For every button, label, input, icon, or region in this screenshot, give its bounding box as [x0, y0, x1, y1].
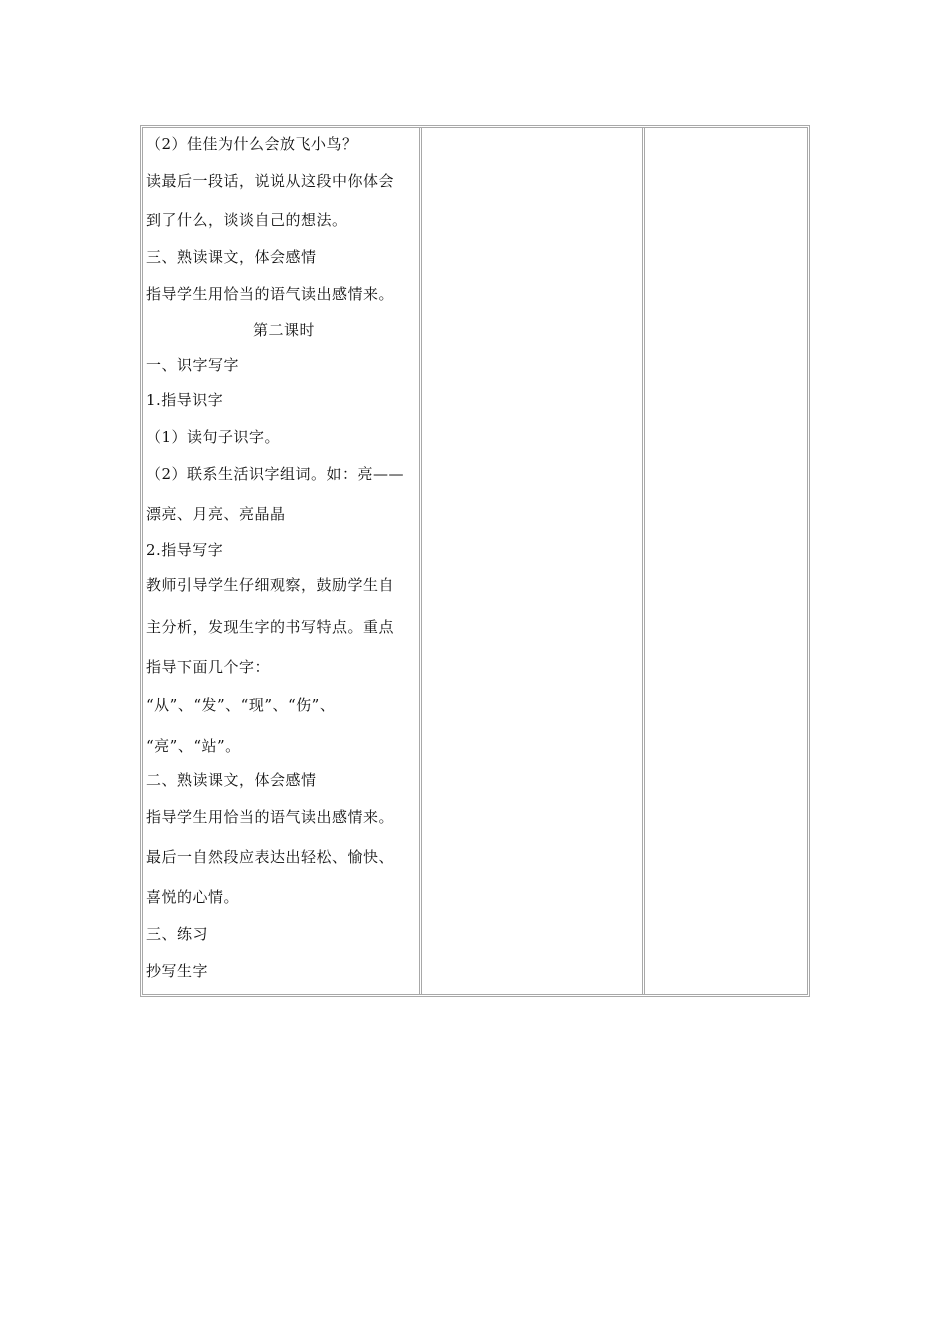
- text-line: 抄写生字: [146, 962, 209, 980]
- text-line: 三、练习: [146, 925, 209, 943]
- text-line: 漂亮、月亮、亮晶晶: [146, 505, 286, 523]
- text-line: 指导学生用恰当的语气读出感情来。: [146, 808, 395, 826]
- text-line: （2）联系生活识字组词。如：亮——: [146, 465, 405, 483]
- text-line: 主分析，发现生字的书写特点。重点: [146, 618, 395, 636]
- text-line: 到了什么，谈谈自己的想法。: [146, 211, 348, 229]
- teaching-process-text: [146, 128, 422, 994]
- text-line: “亮”、“站”。: [146, 737, 241, 755]
- text-line: 最后一自然段应表达出轻松、愉快、: [146, 848, 395, 866]
- text-line: 教师引导学生仔细观察，鼓励学生自: [146, 576, 395, 594]
- text-line: 2.指导写字: [146, 541, 224, 559]
- text-line: “从”、“发”、“现”、“伤”、: [146, 696, 336, 714]
- text-line: 指导学生用恰当的语气读出感情来。: [146, 285, 395, 303]
- text-line: 一、识字写字: [146, 356, 240, 374]
- empty-column-3: [645, 128, 807, 994]
- text-line: 三、熟读课文，体会感情: [146, 248, 317, 266]
- text-line: 喜悦的心情。: [146, 888, 240, 906]
- teaching-process-column: [143, 128, 422, 994]
- text-line: （1）读句子识字。: [146, 428, 281, 446]
- empty-column-2: [422, 128, 645, 994]
- text-line: 1.指导识字: [146, 391, 224, 409]
- lesson-plan-table: [140, 125, 810, 997]
- text-line: 指导下面几个字：: [146, 658, 271, 676]
- text-line: （2）佳佳为什么会放飞小鸟？: [146, 135, 358, 153]
- text-line: 读最后一段话，说说从这段中你体会: [146, 172, 395, 190]
- section-heading: 第二课时: [252, 321, 315, 339]
- text-line: 二、熟读课文，体会感情: [146, 771, 317, 789]
